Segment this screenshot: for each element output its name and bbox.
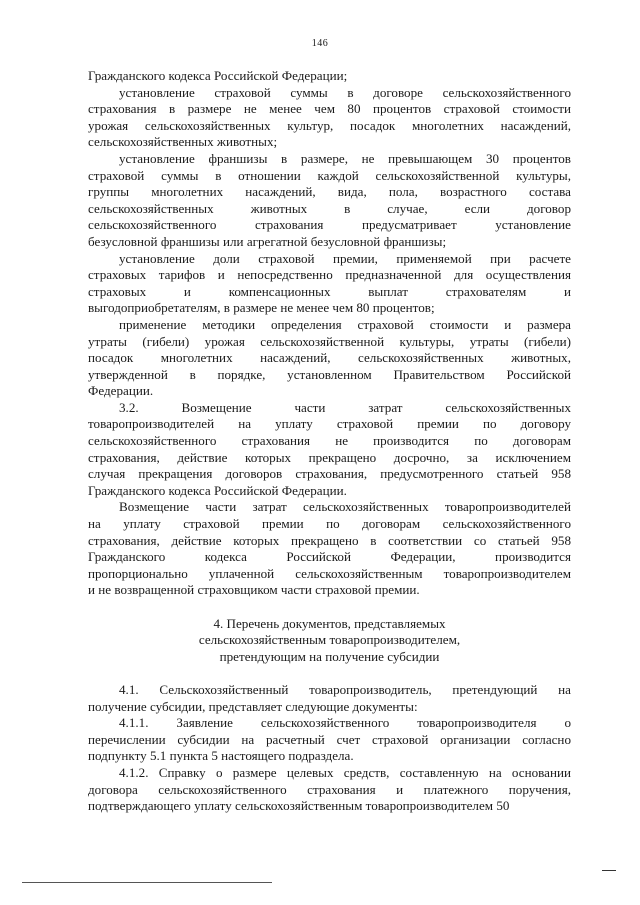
- heading-line: претендующим на получение субсидии: [219, 648, 440, 664]
- text-line: урожая сельскохозяйственных культур, посадок многолетних насаждений,: [88, 117, 571, 133]
- text-line: 3.2. Возмещение части затрат сельскохозяйственных: [119, 399, 571, 415]
- text-line: страхования, действие которых прекращено досрочно, за исключением: [88, 449, 571, 465]
- text-line: пропорционально уплаченной сельскохозяйственным товаропроизводителем: [88, 565, 571, 581]
- text-line: сельскохозяйственных животных;: [88, 134, 278, 150]
- text-line: Гражданского кодекса Российской Федерации.: [88, 482, 347, 498]
- text-line: договора сельскохозяйственного страхования и платежного поручения,: [88, 781, 571, 797]
- section-gap: [88, 665, 571, 682]
- text-line: Возмещение части затрат сельскохозяйственных товаропроизводителей: [119, 499, 571, 515]
- text-line: и не возвращенной страховщиком части страховой премии.: [88, 582, 420, 598]
- paragraph: [88, 251, 571, 317]
- text-line: посадок многолетних насаждений, сельскохозяйственных животных,: [88, 350, 571, 366]
- paragraph: [88, 765, 571, 815]
- text-line: страховой суммы в отношении каждой сельскохозяйственной культуры,: [88, 167, 571, 183]
- section-gap: [88, 599, 571, 616]
- text-line: товаропроизводителей на уплату страховой премии по договору: [88, 416, 571, 432]
- text-line: страховых тарифов и непосредственно предназначенной для осуществления: [88, 267, 571, 283]
- text-line: установление доли страховой премии, применяемой при расчете: [119, 250, 571, 266]
- text-line: выгодоприобретателям, в размере не менее чем 80 процентов;: [88, 300, 435, 316]
- text-line: на уплату страховой премии по договорам сельскохозяйственного: [88, 516, 571, 532]
- heading-line: сельскохозяйственным товаропроизводителем,: [198, 632, 461, 648]
- text-line: перечислении субсидии на расчетный счет страховой организации согласно: [88, 731, 571, 747]
- paragraph: [88, 68, 571, 85]
- paragraph: [88, 317, 571, 400]
- text-line: Гражданского кодекса Российской Федерации, производится: [88, 549, 571, 565]
- text-line: сельскохозяйственного страхования предусматривает установление: [88, 217, 571, 233]
- text-line: сельскохозяйственных животных в случае, если договор: [88, 200, 571, 216]
- paragraph: [88, 85, 571, 151]
- text-line: Федерации.: [88, 383, 154, 399]
- text-line: установление страховой суммы в договоре сельскохозяйственного: [119, 84, 571, 100]
- text-line: страхования, действие которых прекращено в соответствии со статьей 958: [88, 532, 571, 548]
- text-line: Гражданского кодекса Российской Федерации;: [88, 68, 348, 83]
- text-line: получение субсидии, представляет следующие документы:: [88, 698, 418, 714]
- text-line: утраты (гибели) урожая сельскохозяйственной культуры, утраты (гибели): [88, 333, 571, 349]
- paragraph: [88, 400, 571, 500]
- page-number: 146: [311, 38, 329, 49]
- footer-mark: [602, 870, 616, 871]
- paragraph: [88, 682, 571, 715]
- document-body: [88, 68, 571, 815]
- text-line: 4.1.1. Заявление сельскохозяйственного товаропроизводителя о: [119, 715, 571, 731]
- text-line: установление франшизы в размере, не превышающем 30 процентов: [119, 150, 571, 166]
- text-line: безусловной франшизы или агрегатной безусловной франшизы;: [88, 233, 447, 249]
- text-line: утвержденной в порядке, установленном Правительством Российской: [88, 366, 571, 382]
- paragraph: [88, 499, 571, 599]
- paragraph: [88, 151, 571, 251]
- heading-line: 4. Перечень документов, представляемых: [213, 615, 446, 631]
- footer-rule: [22, 882, 272, 883]
- paragraph: [88, 715, 571, 765]
- text-line: подтверждающего уплату сельскохозяйственным товаропроизводителем 50: [88, 798, 510, 814]
- text-line: страховых и компенсационных выплат страхователям и: [88, 283, 571, 299]
- text-line: 4.1.2. Справку о размере целевых средств, составленную на основании: [119, 764, 571, 780]
- section-heading: [88, 616, 571, 666]
- text-line: группы многолетних насаждений, вида, пола, возрастного состава: [88, 184, 571, 200]
- text-line: страхования в размере не менее чем 80 процентов страховой стоимости: [88, 101, 571, 117]
- text-line: применение методики определения страховой стоимости и размера: [119, 316, 571, 332]
- text-line: 4.1. Сельскохозяйственный товаропроизводитель, претендующий на: [119, 681, 571, 697]
- text-line: случая прекращения договоров страхования, предусмотренного статьей 958: [88, 466, 571, 482]
- text-line: сельскохозяйственного страхования не производится по договорам: [88, 433, 571, 449]
- text-line: подпункту 5.1 пункта 5 настоящего подраздела.: [88, 748, 354, 764]
